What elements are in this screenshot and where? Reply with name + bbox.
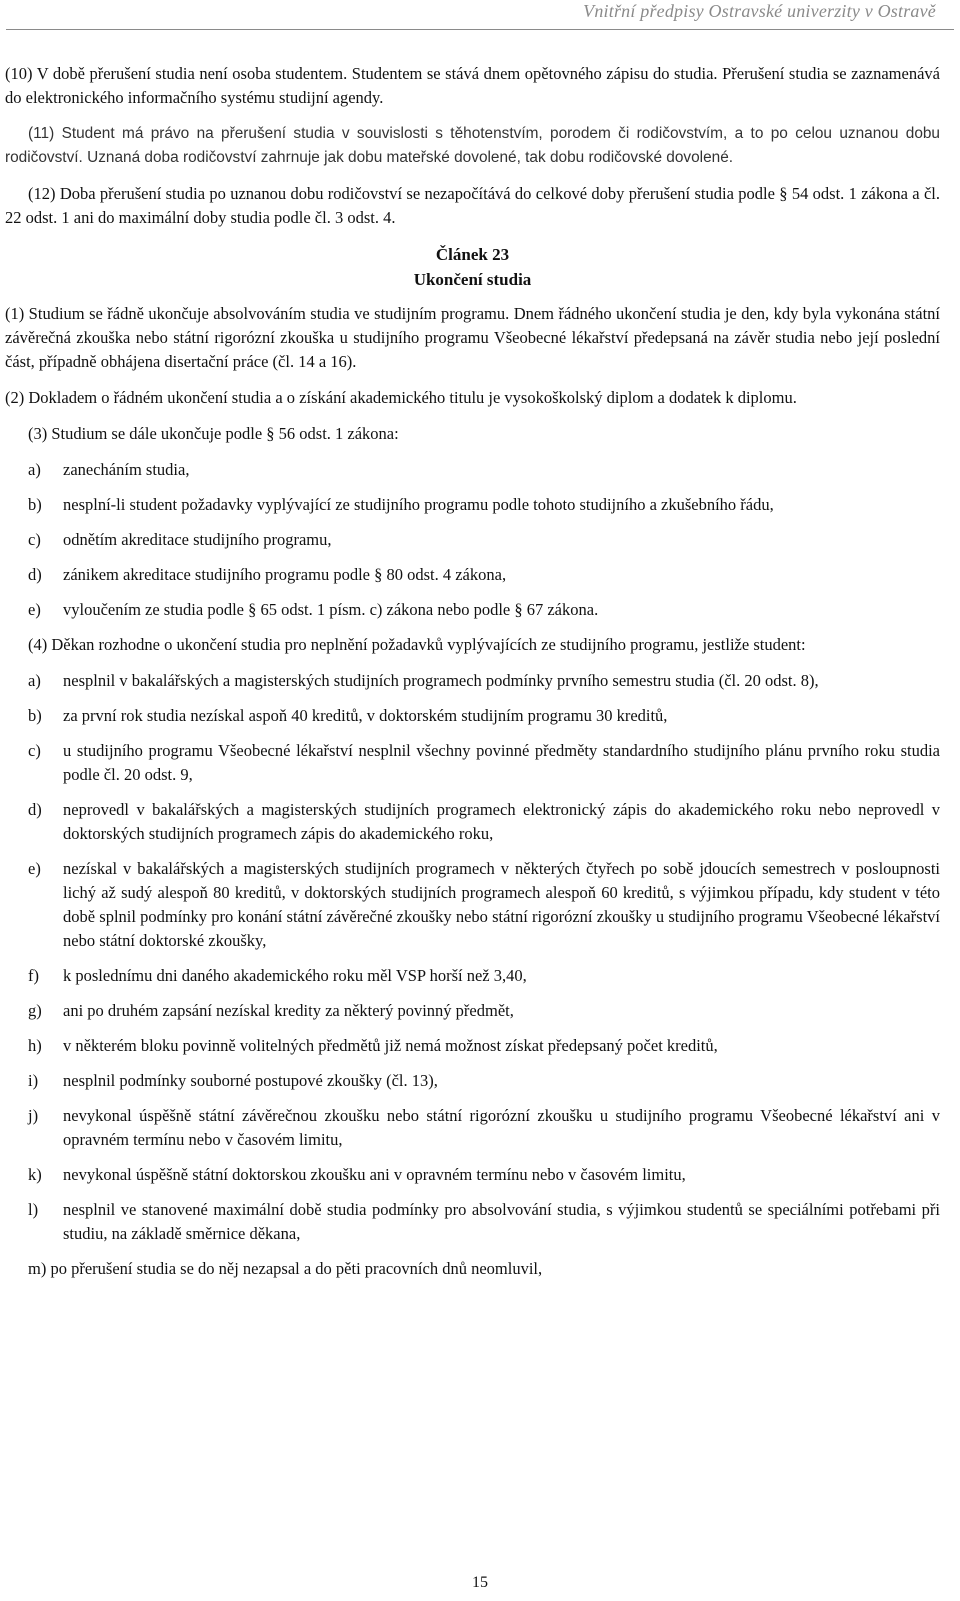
article-title: Ukončení studia: [413, 270, 532, 289]
page-number: 15: [472, 1574, 488, 1591]
list-item: b) za první rok studia nezískal aspoň 40 kreditů, v doktorském studijním programu 30 kreditů,: [28, 706, 668, 725]
paragraph-11: (11) Student má právo na přerušení studia v souvislosti s těhotenstvím, porodem či rodičovstvím, a to po celou uznanou dobu rodičovství. Uznaná doba rodičovství zahrnuje jak dobu mateřské dovolené, tak dobu rodičovské dovolené.: [5, 125, 940, 166]
dean-decision-list: [5, 669, 940, 1281]
list-item: c) u studijního programu Všeobecné lékařství nesplnil všechny povinné předměty standardního studijního plánu prvního roku studia podle čl. 20 odst. 9,: [28, 741, 940, 784]
list-item: a) nesplnil v bakalářských a magisterských studijních programech podmínky prvního semestru studia (čl. 20 odst. 8),: [28, 671, 819, 690]
list-item: f) k poslednímu dni daného akademického roku měl VSP horší než 3,40,: [28, 966, 527, 985]
list-item: h) v některém bloku povinně volitelných předmětů již nemá možnost získat předepsaný počet kreditů,: [28, 1036, 718, 1055]
list-item: c) odnětím akreditace studijního programu,: [28, 530, 332, 549]
article-paragraph-1: (1) Studium se řádně ukončuje absolvováním studia ve studijním programu. Dnem řádného ukončení studia je den, kdy byla vykonána státní závěrečná zkouška nebo státní rigorózní zkouška u studijního programu Všeobecné lékařství předepsaná na závěr studia nebo její poslední část, případně obhájena disertační práce (čl. 14 a 16).: [5, 304, 940, 371]
list-item: k) nevykonal úspěšně státní doktorskou zkoušku ani v opravném termínu nebo v časovém limitu,: [28, 1165, 686, 1184]
list-item: j) nevykonal úspěšně státní závěrečnou zkoušku nebo státní rigorózní zkoušku u studijního programu Všeobecné lékařství ani v opravném termínu nebo v časovém limitu,: [28, 1106, 940, 1149]
list-item: e) nezískal v bakalářských a magisterských studijních programech v některých čtyřech po sobě jdoucích semestrech v posloupnosti lichý až sudý alespoň 80 kreditů, v doktorských studijních programech alespoň 60 kreditů, s výjimkou případu, kdy student v této době splnil podmínky pro konání státní závěrečné zkoušky nebo státní rigorózní zkoušky u studijního programu Všeobecné lékařství nebo státní doktorské zkoušky,: [28, 859, 940, 950]
paragraph-10: (10) V době přerušení studia není osoba studentem. Studentem se stává dnem opětovného zápisu do studia. Přerušení studia se zaznamenává do elektronického informačního systému studijní agendy.: [5, 64, 940, 107]
article-heading: [5, 242, 940, 292]
article-paragraph-3: (3) Studium se dále ukončuje podle § 56 odst. 1 zákona:: [28, 424, 399, 443]
list-item: m) po přerušení studia se do něj nezapsal a do pěti pracovních dnů neomluvil,: [28, 1259, 543, 1278]
list-item: l) nesplnil ve stanovené maximální době studia podmínky pro absolvování studia, s výjimkou studentů se speciálními potřebami při studiu, na základě směrnice děkana,: [28, 1200, 940, 1243]
list-item: d) zánikem akreditace studijního programu podle § 80 odst. 4 zákona,: [28, 565, 507, 584]
list-item: a) zanecháním studia,: [28, 460, 190, 479]
list-item: b) nesplní-li student požadavky vyplývající ze studijního programu podle tohoto studijního a zkušebního řádu,: [28, 495, 774, 514]
header-title: Vnitřní předpisy Ostravské univerzity v Ostravě: [583, 1, 936, 21]
document-body: [5, 62, 940, 1292]
article-paragraph-4: (4) Děkan rozhodne o ukončení studia pro neplnění požadavků vyplývajících ze studijního programu, jestliže student:: [28, 635, 806, 654]
list-item: i) nesplnil podmínky souborné postupové zkoušky (čl. 13),: [28, 1071, 438, 1090]
list-item: g) ani po druhém zapsání nezískal kredity za některý povinný předmět,: [28, 1001, 514, 1020]
article-paragraph-2: (2) Dokladem o řádném ukončení studia a o získání akademického titulu je vysokoškolský diplom a dodatek k diplomu.: [5, 388, 797, 407]
article-number: Článek 23: [435, 245, 510, 264]
list-item: e) vyloučením ze studia podle § 65 odst. 1 písm. c) zákona nebo podle § 67 zákona.: [28, 600, 599, 619]
paragraph-12: (12) Doba přerušení studia po uznanou dobu rodičovství se nezapočítává do celkové doby přerušení studia podle § 54 odst. 1 zákona a čl. 22 odst. 1 ani do maximální doby studia podle čl. 3 odst. 4.: [5, 184, 940, 227]
termination-list: [5, 458, 940, 622]
header-divider: [6, 29, 954, 30]
list-item: d) neprovedl v bakalářských a magisterských studijních programech elektronický zápis do akademického roku nebo neprovedl v doktorských studijních programech zápis do akademického roku,: [28, 800, 940, 843]
